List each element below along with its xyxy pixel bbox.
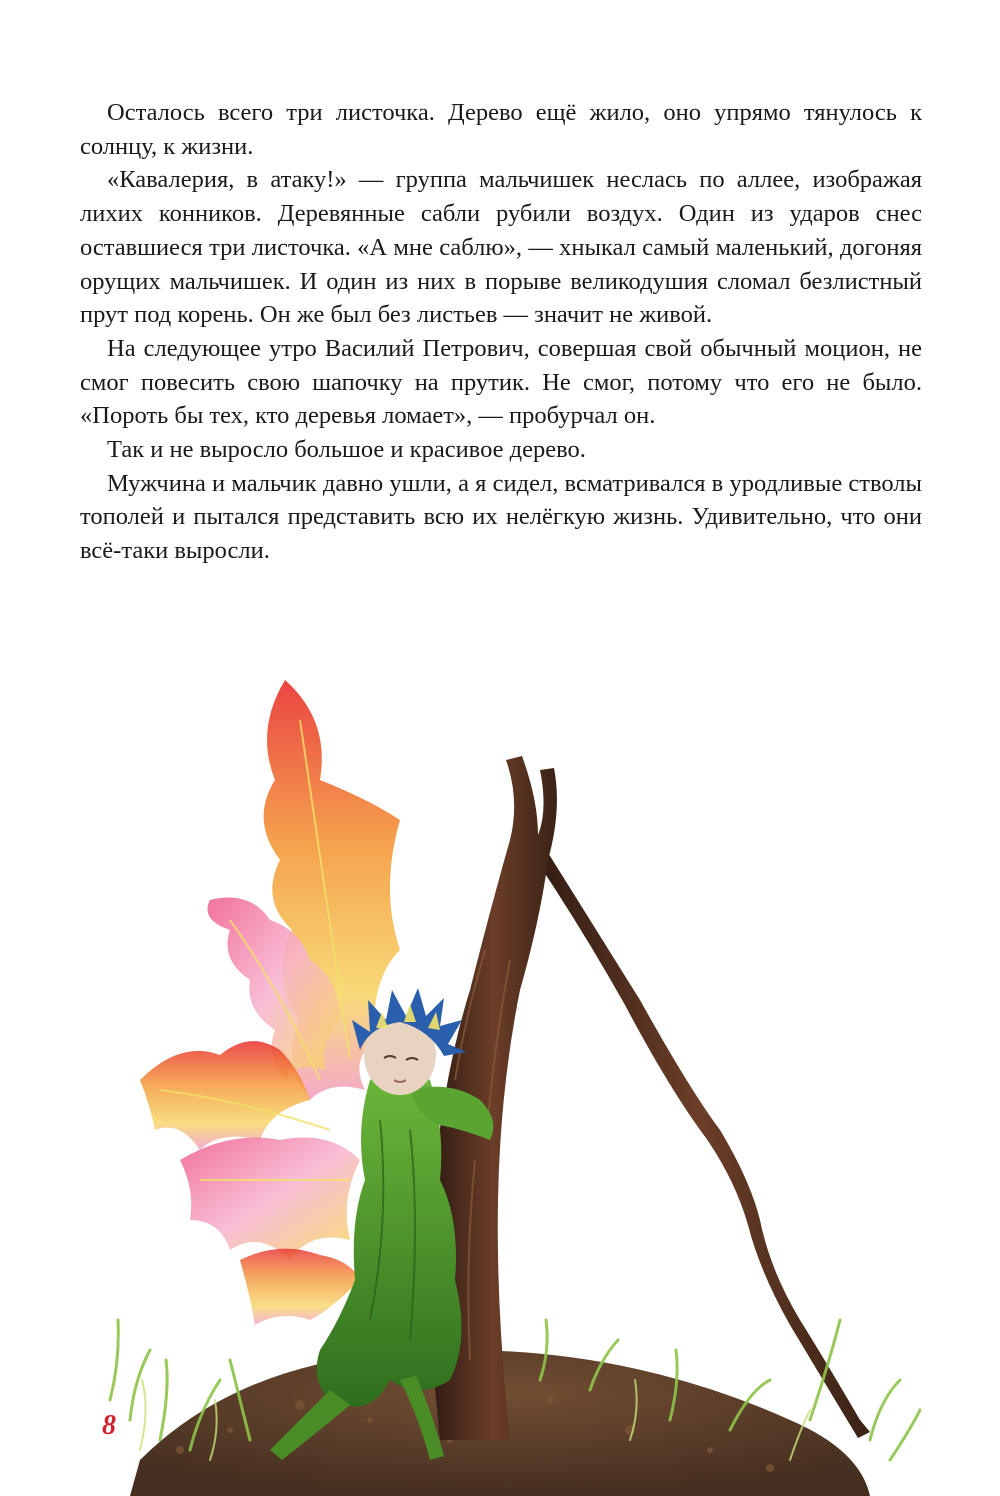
paragraph-4: Так и не выросло большое и красивое дерево. [107, 436, 586, 464]
story-text [80, 96, 922, 568]
paragraph-1: Осталось всего три листочка. Дерево ещё жило, оно упрямо тянулось к солнцу, к жизни. [80, 99, 922, 160]
paragraph-2: «Кавалерия, в атаку!» — группа мальчишек неслась по аллее, изображая лихих конников. Деревянные сабли рубили воздух. Один из ударов снес оставшиеся три листочка. «А мне саблю», — хныкал самый маленький, догоняя орущих мальчишек. И один из них в порыве великодушия сломал безлистный прут под корень. Он же был без листьев — значит не живой. [80, 166, 922, 329]
fairy-hugging-tree-illustration [70, 660, 940, 1496]
paragraph-5: Мужчина и мальчик давно ушли, а я сидел, всматривался в уродливые стволы тополей и пытался представить всю их нелёгкую жизнь. Удивительно, что они всё-таки выросли. [80, 469, 922, 565]
page-number: 8 [102, 1410, 116, 1441]
paragraph-3: На следующее утро Василий Петрович, совершая свой обычный моцион, не смог повесить свою шапочку на прутик. Не смог, потому что его не было. «Пороть бы тех, кто деревья ломает», — пробурчал он. [80, 334, 922, 430]
